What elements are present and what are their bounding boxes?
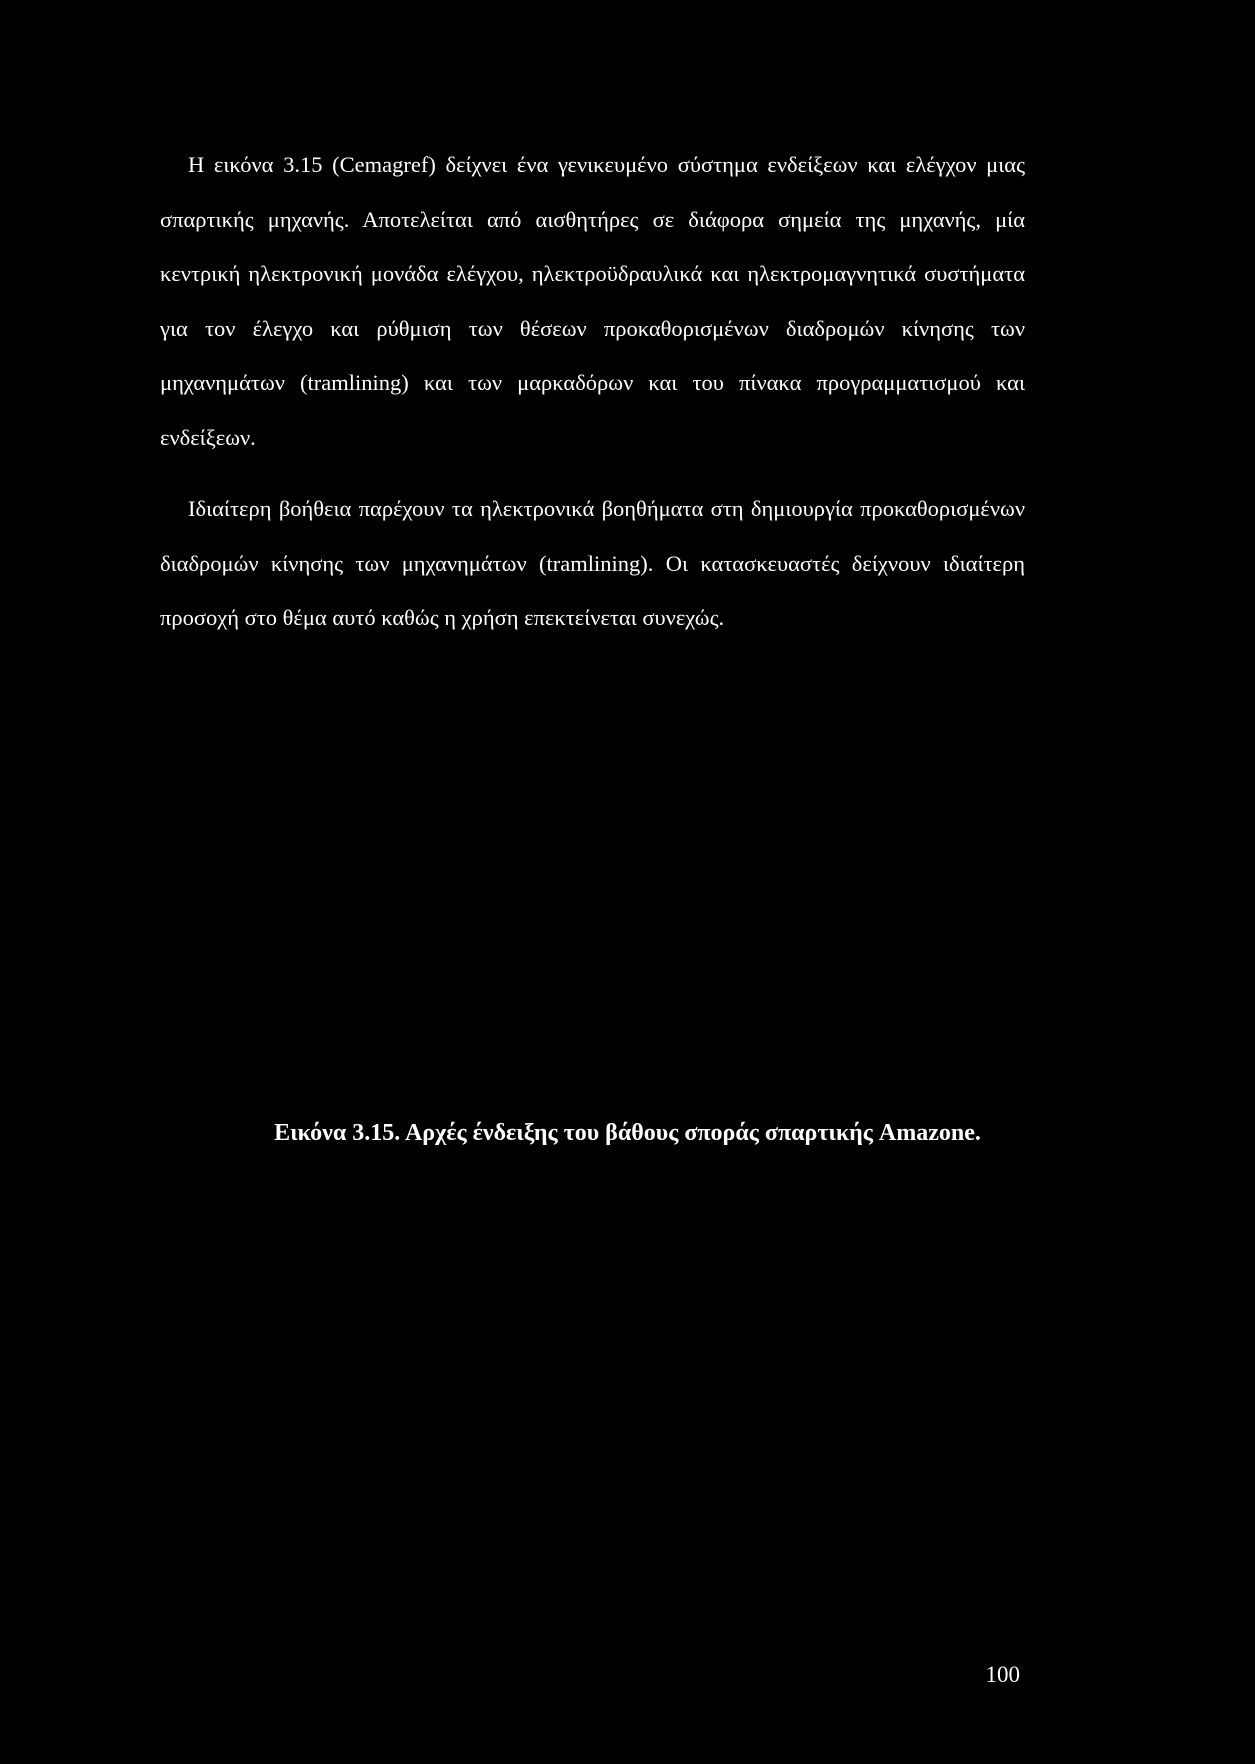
figure-caption: Εικόνα 3.15. Αρχές ένδειξης του βάθους σποράς σπαρτικής Amazone.: [274, 1120, 981, 1146]
page-number: 100: [985, 1662, 1020, 1687]
paragraph-tramlining: Ιδιαίτερη βοήθεια παρέχουν τα ηλεκτρονικά βοηθήματα στη δημιουργία προκαθορισμένων διαδρομών κίνησης των μηχανημάτων (tramlining). Οι κατασκευαστές δείχνουν ιδιαίτερη προσοχή στο θέμα αυτό καθώς η χρήση επεκτείνεται συνεχώς.: [160, 496, 1025, 630]
paragraph-intro: Η εικόνα 3.15 (Cemagref) δείχνει ένα γενικευμένο σύστημα ενδείξεων και ελέγχον μιας σπαρτικής μηχανής. Αποτελείται από αισθητήρες σε διάφορα σημεία της μηχανής, μία κεντρική ηλεκτρονική μονάδα ελέγχου, ηλεκτροϋδραυλικά και ηλεκτρομαγνητικά συστήματα για τον έλεγχο και ρύθμιση των θέσεων προκαθορισμένων διαδρομών κίνησης των μηχανημάτων (tramlining) και των μαρκαδόρων και του πίνακα προγραμματισμού και ενδείξεων.: [160, 152, 1025, 450]
